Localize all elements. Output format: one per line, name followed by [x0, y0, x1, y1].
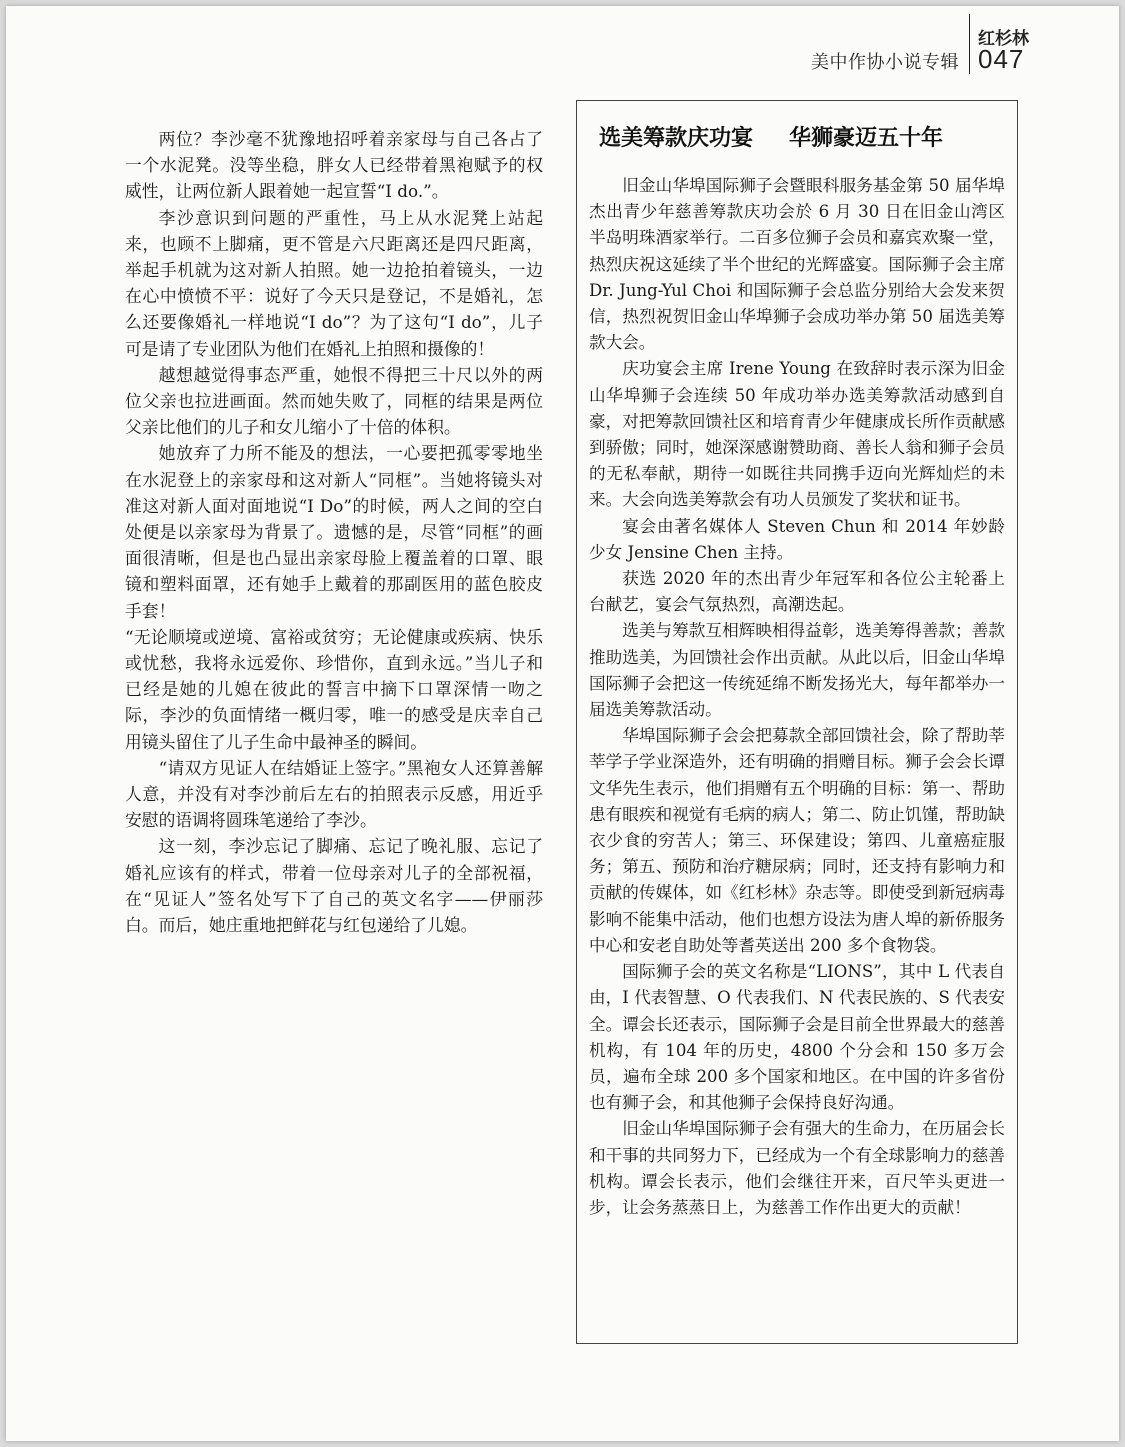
sidebar-paragraph: 获选 2020 年的杰出青少年冠军和各位公主轮番上台献艺，宴会气氛热烈，高潮迭起。 [589, 569, 1005, 615]
magazine-name: 红杉林 [978, 29, 1029, 49]
headline-right: 华狮豪迈五十年 [789, 126, 944, 151]
headline-left: 选美筹款庆功宴 [599, 126, 754, 151]
sidebar-paragraph: 庆功宴会主席 Irene Young 在致辞时表示深为旧金山华埠狮子会连续 50 年成功举办选美筹款活动感到自豪，对把筹款回馈社区和培育青少年健康成长所作贡献感到骄傲；同时，她深深感谢赞助商、善长人翁和狮子会员的无私奉献，期待一如既往共同携手迈向光辉灿烂的未来。大会向选美筹款会有功人员颁发了奖状和证书。 [589, 359, 1005, 510]
story-paragraph: “无论顺境或逆境、富裕或贫穷；无论健康或疾病、快乐或忧愁，我将永远爱你、珍惜你，直到永远。”当儿子和已经是她的儿媳在彼此的誓言中摘下口罩深情一吻之际，李沙的负面情绪一概归零，唯一的感受是庆幸自己用镜头留住了儿子生命中最神圣的瞬间。 [125, 626, 543, 752]
sidebar-paragraph: 选美与筹款互相辉映相得益彰，选美筹得善款；善款推助选美，为回馈社会作出贡献。从此以后，旧金山华埠国际狮子会把这一传统延绵不断发扬光大，每年都举办一届选美筹款活动。 [589, 621, 1005, 720]
sidebar-paragraph: 旧金山华埠国际狮子会有强大的生命力，在历届会长和干事的共同努力下，已经成为一个有全球影响力的慈善机构。谭会长表示，他们会继往开来，百尺竿头更进一步，让会务蒸蒸日上，为慈善工作作出更大的贡献！ [589, 1119, 1005, 1217]
story-paragraph: “请双方见证人在结婚证上签字。”黑袍女人还算善解人意，并没有对李沙前后左右的拍照表示反感，用近乎安慰的语调将圆珠笔递给了李沙。 [125, 757, 543, 831]
story-paragraph: 两位？李沙毫不犹豫地招呼着亲家母与自己各占了一个水泥凳。没等坐稳，胖女人已经带着黑袍赋予的权威性，让两位新人跟着她一起宣誓“I do.”。 [125, 129, 543, 202]
sidebar-paragraph: 华埠国际狮子会会把募款全部回馈社会，除了帮助莘莘学子学业深造外，还有明确的捐赠目标。狮子会会长谭文华先生表示，他们捐赠有五个明确的目标：第一、帮助患有眼疾和视觉有毛病的病人；第二、防止饥馑，帮助缺衣少食的穷苦人；第三、环保建设；第四、儿童癌症服务；第五、预防和治疗糖尿病；同时，还支持有影响力和贡献的传媒体，如《红杉林》杂志等。即使受到新冠病毒影响不能集中活动，他们也想方设法为唐人埠的新侨服务中心和安老自助处等耆英送出 200 多个食物袋。 [589, 726, 1005, 955]
header-divider [969, 14, 970, 74]
sidebar-headline [599, 121, 999, 152]
magazine-page [6, 6, 1119, 1441]
story-paragraph: 她放弃了力所不能及的想法，一心要把孤零零地坐在水泥登上的亲家母和这对新人“同框”。当她将镜头对准这对新人面对面地说“I Do”的时候，两人之间的空白处便是以亲家母为背景了。遗憾的是，尽管“同框”的画面很清晰，但是也凸显出亲家母脸上覆盖着的口罩、眼镜和塑料面罩，还有她手上戴着的那副医用的蓝色胶皮手套！ [125, 443, 543, 621]
story-paragraph: 越想越觉得事态严重，她恨不得把三十尺以外的两位父亲也拉进画面。然而她失败了，同框的结果是两位父亲比他们的儿子和女儿缩小了十倍的体积。 [125, 364, 543, 438]
sidebar-paragraph: 国际狮子会的英文名称是“LIONS”，其中 L 代表自由，I 代表智慧、O 代表我们、N 代表民族的、S 代表安全。谭会长还表示，国际狮子会是目前全世界最大的慈善机构，有 104 年的历史，4800 个分会和 150 多万会员，遍布全球 200 多个国家和地区。在中国的许多省份也有狮子会，和其他狮子会保持良好沟通。 [589, 962, 1005, 1113]
story-paragraph: 这一刻，李沙忘记了脚痛、忘记了晚礼服、忘记了婚礼应该有的样式，带着一位母亲对儿子的全部祝福，在“见证人”签名处写下了自己的英文名字——伊丽莎白。而后，她庄重地把鲜花与红包递给了儿媳。 [125, 836, 543, 936]
news-sidebar-box [576, 100, 1018, 1344]
story-column [125, 126, 543, 938]
section-title: 美中作协小说专辑 [811, 52, 959, 73]
sidebar-paragraph: 宴会由著名媒体人 Steven Chun 和 2014 年妙龄少女 Jensine Chen 主持。 [589, 516, 1005, 562]
sidebar-paragraph: 旧金山华埠国际狮子会暨眼科服务基金第 50 届华埠杰出青少年慈善筹款庆功会於 6 月 30 日在旧金山湾区半岛明珠酒家举行。二百多位狮子会员和嘉宾欢聚一堂，热烈庆祝这延续了半个世纪的光辉盛宴。国际狮子会主席 Dr. Jung-Yul Choi 和国际狮子会总监分别给大会发来贺信，热烈祝贺旧金山华埠狮子会成功举办第 50 届选美筹款大会。 [589, 176, 1005, 353]
story-paragraph: 李沙意识到问题的严重性，马上从水泥凳上站起来，也顾不上脚痛，更不管是六尺距离还是四尺距离，举起手机就为这对新人拍照。她一边抢拍着镜头，一边在心中愤愤不平：说好了今天只是登记，不是婚礼，怎么还要像婚礼一样地说“I do”？为了这句“I do”，儿子可是请了专业团队为他们在婚礼上拍照和摄像的！ [125, 207, 543, 359]
page-number: 047 [978, 44, 1025, 74]
sidebar-body [589, 173, 1005, 1221]
